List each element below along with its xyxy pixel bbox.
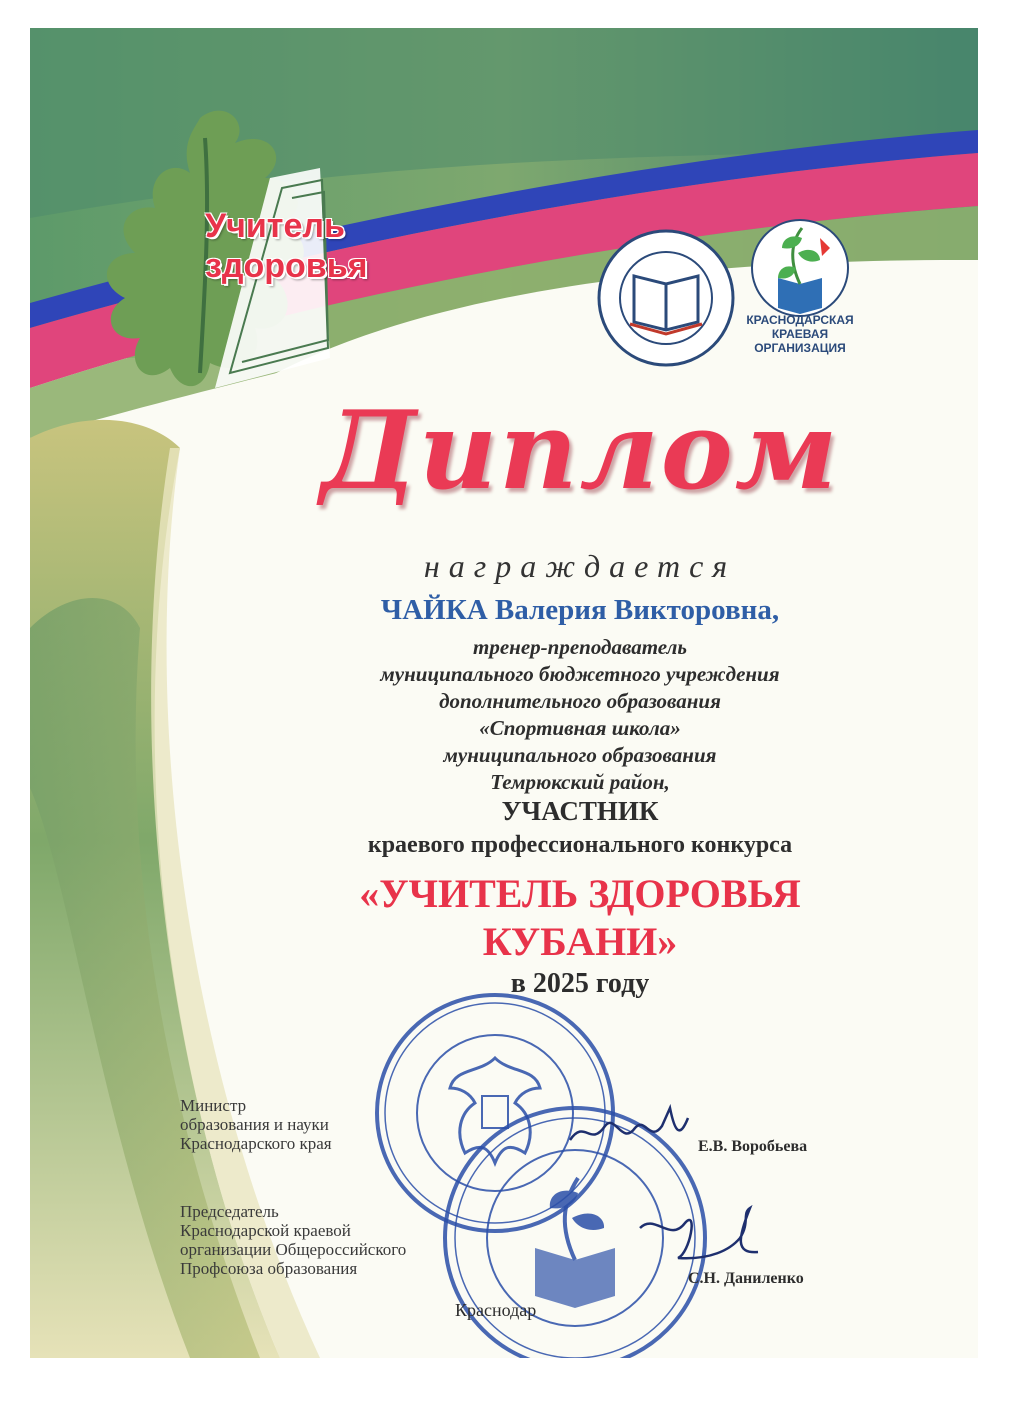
- status-text: УЧАСТНИК: [501, 796, 659, 826]
- union-emblem: [752, 220, 848, 316]
- contest-line: краевого профессионального конкурса: [367, 832, 793, 858]
- logo-title: Учитель здоровья: [205, 207, 368, 285]
- signer-role-minister: Министр образования и науки Краснодарского края: [180, 1096, 332, 1153]
- signer-name-chairman: С.Н. Даниленко: [688, 1270, 804, 1287]
- position-line: дополнительного образования: [439, 689, 721, 713]
- position-line: тренер-преподаватель: [473, 635, 687, 659]
- union-org-caption: КРАСНОДАРСКАЯ КРАЕВАЯ ОРГАНИЗАЦИЯ: [746, 313, 854, 355]
- recipient-name: ЧАЙКА Валерия Викторовна,: [380, 594, 780, 626]
- ministry-emblem: [599, 231, 733, 365]
- year-text: в 2025 году: [510, 968, 650, 999]
- city-text: Краснодар: [455, 1300, 537, 1320]
- diploma-title: Диплом: [320, 388, 840, 514]
- position-line: «Спортивная школа»: [479, 716, 681, 740]
- position-block: [230, 634, 930, 796]
- position-line: муниципального образования: [443, 743, 717, 767]
- position-line: Темрюкский район,: [490, 770, 670, 794]
- position-line: муниципального бюджетного учреждения: [380, 662, 780, 686]
- signer-name-minister: Е.В. Воробьева: [698, 1138, 808, 1155]
- contest-name: «УЧИТЕЛЬ ЗДОРОВЬЯ КУБАНИ»: [359, 871, 801, 964]
- diploma-sheet: [30, 28, 978, 1358]
- signer-role-chairman: Председатель Краснодарской краевой организации Общероссийского Профсоюза образования: [180, 1202, 407, 1278]
- awarded-text: награждается: [423, 548, 737, 584]
